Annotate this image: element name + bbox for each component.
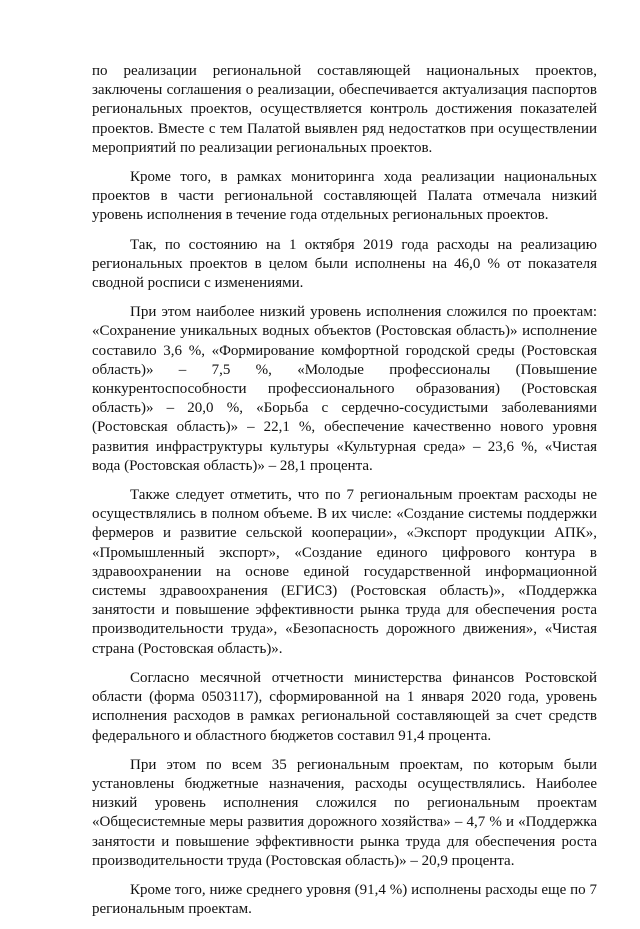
paragraph-monthly-reporting: Согласно месячной отчетности министерства финансов Ростовской области (форма 0503117), сформированной на 1 января 2020 года, уровень исполнения расходов в рамках региональной составляющей за счет средств федерального и областного бюджетов составил 91,4 процента.: [92, 669, 597, 744]
paragraph-october-2019: Так, по состоянию на 1 октября 2019 года расходы на реализацию региональных проектов в целом были исполнены на 46,0 % от показателя сводной росписи с изменениями.: [92, 236, 597, 292]
paragraph-35-projects: При этом по всем 35 региональным проектам, по которым были установлены бюджетные назначения, расходы осуществлялись. Наиболее низкий уровень исполнения сложился по региональным проектам «Общесистемные меры развития дорожного хозяйства» – 4,7 % и «Поддержка занятости и повышение эффективности рынка труда для обеспечения роста производительности труда (Ростовская область)» – 20,9 процента.: [92, 756, 597, 869]
paragraph-lowest-execution: При этом наиболее низкий уровень исполнения сложился по проектам: «Сохранение уникальных водных объектов (Ростовская область)» исполнение составило 3,6 %, «Формирование комфортной городской среды (Ростовская область)» – 7,5 %, «Молодые профессионалы (Повышение конкурентоспособности профессионального образования) (Ростовская область)» – 20,0 %, «Борьба с сердечно-сосудистыми заболеваниями (Ростовская область)» – 22,1 %, обеспечение качественно нового уровня развития инфраструктуры культуры «Культурная среда» – 23,6 %, «Чистая вода (Ростовская область)» – 28,1 процента.: [92, 304, 597, 474]
paragraph-below-average: Кроме того, ниже среднего уровня (91,4 %) исполнены расходы еще по 7 региональным проектам.: [92, 881, 597, 918]
document-page: [92, 62, 597, 929]
paragraph-continuation: по реализации региональной составляющей национальных проектов, заключены соглашения о реализации, обеспечивается актуализация паспортов региональных проектов, осуществляется контроль достижения показателей проектов. Вместе с тем Палатой выявлен ряд недостатков при осуществлении мероприятий по реализации региональных проектов.: [92, 63, 597, 156]
paragraph-monitoring: Кроме того, в рамках мониторинга хода реализации национальных проектов в части региональной составляющей Палата отмечала низкий уровень исполнения в течение года отдельных региональных проектов.: [92, 169, 597, 224]
paragraph-seven-projects: Также следует отметить, что по 7 региональным проектам расходы не осуществлялись в полном объеме. В их числе: «Создание системы поддержки фермеров и развитие сельской кооперации», «Экспорт продукции АПК», «Промышленный экспорт», «Создание единого цифрового контура в здравоохранении на основе единой государственной информационной системы здравоохранения (ЕГИСЗ) (Ростовская область)», «Поддержка занятости и повышение эффективности рынка труда для обеспечения роста производительности труда», «Безопасность дорожного движения», «Чистая страна (Ростовская область)».: [92, 487, 597, 657]
